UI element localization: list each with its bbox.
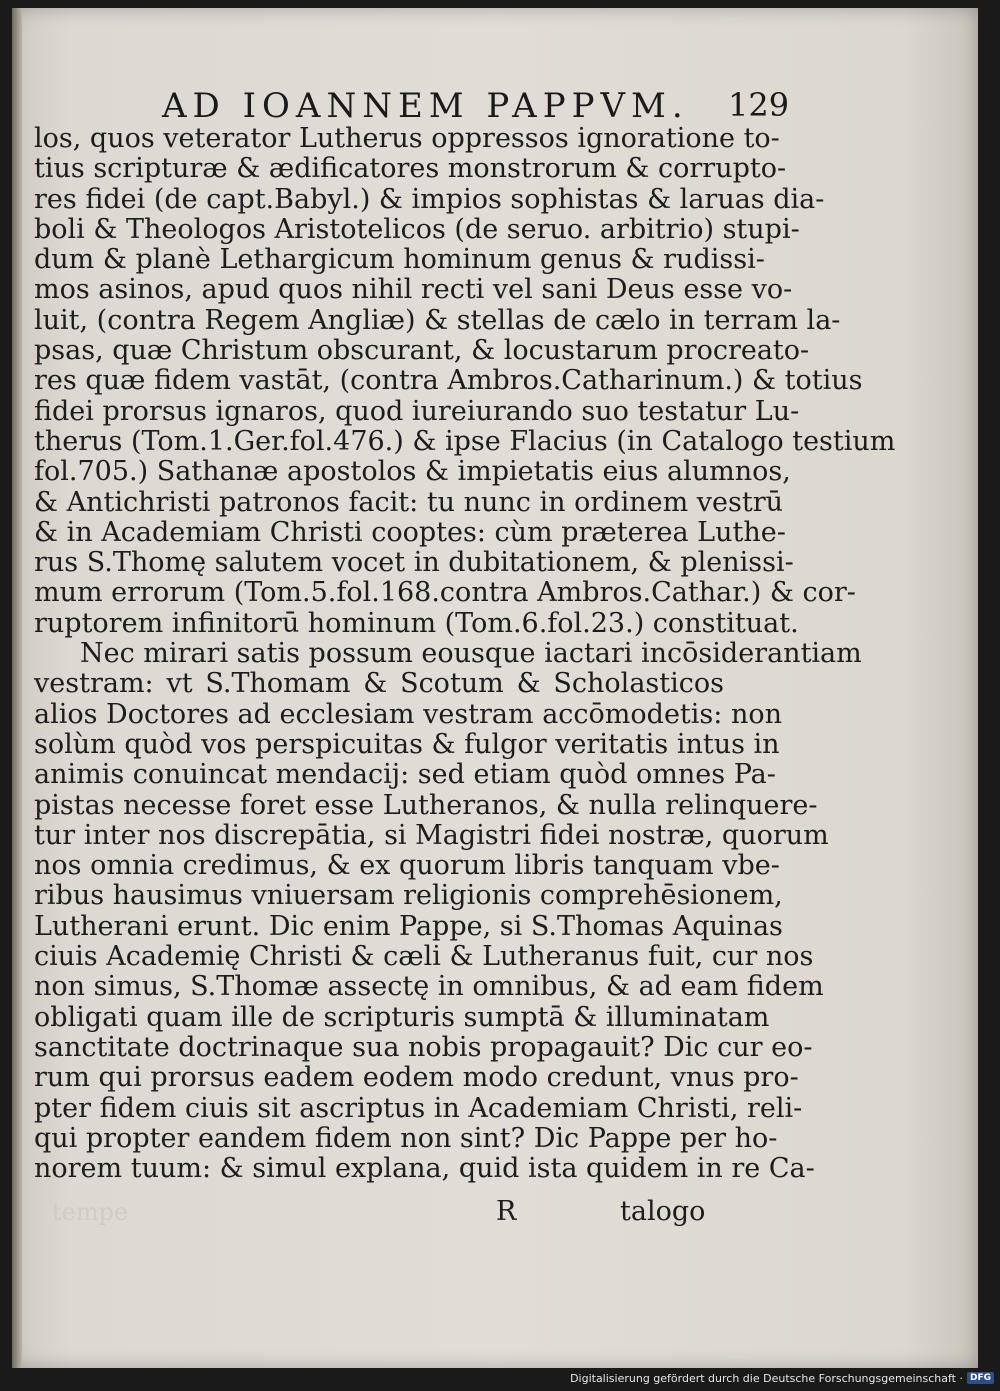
text-line: & in Academiam Christi cooptes: cùm præterea Luthe- xyxy=(34,516,786,548)
digitization-credit xyxy=(570,1369,994,1387)
text-line: nos omnia credimus, & ex quorum libris tanquam vbe- xyxy=(34,850,780,882)
book-page xyxy=(12,8,978,1368)
text-line: rum qui prorsus eadem eodem modo credunt, vnus pro- xyxy=(34,1062,799,1094)
text-line: los, quos veterator Lutherus oppressos ignoratione to- xyxy=(34,123,780,154)
text-line: psas, quæ Christum obscurant, & locustarum procreato- xyxy=(34,335,810,367)
text-line: obligati quam ille de scripturis sumptā & illuminatam xyxy=(34,1001,770,1033)
catchword: talogo xyxy=(620,1196,706,1227)
text-line: sanctitate doctrinaque sua nobis propagauit? Dic cur eo- xyxy=(34,1031,813,1063)
text-line: vestram: vt S.Thomam & Scotum & Scholasticos xyxy=(34,668,724,700)
show-through-text: tempe xyxy=(52,1198,129,1226)
text-line: tur inter nos discrepātia, si Magistri fidei nostræ, quorum xyxy=(34,819,829,851)
text-line: res quæ fidem vastāt, (contra Ambros.Catharinum.) & totius xyxy=(34,365,863,397)
text-line: alios Doctores ad ecclesiam vestram accōmodetis: non xyxy=(34,698,782,730)
paragraph-start-line: Nec mirari satis possum eousque iactari incōsiderantiam xyxy=(80,638,862,670)
text-line: tius scripturæ & ædificatores monstrorum & corrupto- xyxy=(34,153,787,185)
text-line: pter fidem ciuis sit ascriptus in Academiam Christi, reli- xyxy=(34,1092,803,1124)
text-line: ruptorem infinitorū hominum (Tom.6.fol.23.) constituat. xyxy=(34,607,799,639)
text-line: animis conuincat mendacij: sed etiam quòd omnes Pa- xyxy=(34,759,776,791)
text-line: Lutherani erunt. Dic enim Pappe, si S.Thomas Aquinas xyxy=(34,910,783,942)
page-number: 129 xyxy=(728,86,790,124)
text-line: fol.705.) Sathanæ apostolos & impietatis eius alumnos, xyxy=(34,456,791,488)
text-line: ciuis Academię Christi & cæli & Lutheranus fuit, cur nos xyxy=(34,941,814,973)
text-line: mos asinos, apud quos nihil recti vel sani Deus esse vo- xyxy=(34,274,793,306)
text-line: dum & planè Lethargicum hominum genus & rudissi- xyxy=(34,244,765,276)
text-line: norem tuum: & simul explana, quid ista quidem in re Ca- xyxy=(34,1153,815,1185)
dfg-logo: DFG xyxy=(967,1372,994,1384)
text-line: pistas necesse foret esse Lutheranos, & nulla relinquere- xyxy=(34,789,818,821)
text-line: fidei prorsus ignaros, quod iureiurando suo testatur Lu- xyxy=(34,395,800,427)
signature-mark: R xyxy=(496,1196,517,1227)
running-title: AD IOANNEM PAPPVM. xyxy=(162,86,689,126)
page-gutter-edge xyxy=(12,8,22,1368)
text-line: res fidei (de capt.Babyl.) & impios sophistas & laruas dia- xyxy=(34,183,825,215)
text-line: mum errorum (Tom.5.fol.168.contra Ambros.Cathar.) & cor- xyxy=(34,577,856,609)
text-line: boli & Theologos Aristotelicos (de seruo. arbitrio) stupi- xyxy=(34,213,800,245)
credit-text: Digitalisierung gefördert durch die Deutsche Forschungsgemeinschaft · xyxy=(570,1371,963,1385)
text-line: non simus, S.Thomæ assectę in omnibus, & ad eam fidem xyxy=(34,971,824,1003)
text-line: rus S.Thomę salutem vocet in dubitationem, & plenissi- xyxy=(34,547,794,579)
body-text xyxy=(34,123,896,1185)
text-line: therus (Tom.1.Ger.fol.476.) & ipse Flacius (in Catalogo testium xyxy=(34,425,896,457)
text-line: & Antichristi patronos facit: tu nunc in ordinem vestrū xyxy=(34,486,783,518)
text-line: luit, (contra Regem Angliæ) & stellas de cælo in terram la- xyxy=(34,304,841,336)
text-line: solùm quòd vos perspicuitas & fulgor veritatis intus in xyxy=(34,728,780,760)
text-line: qui propter eandem fidem non sint? Dic Pappe per ho- xyxy=(34,1122,778,1154)
text-line: ribus hausimus vniuersam religionis comprehēsionem, xyxy=(34,880,783,912)
